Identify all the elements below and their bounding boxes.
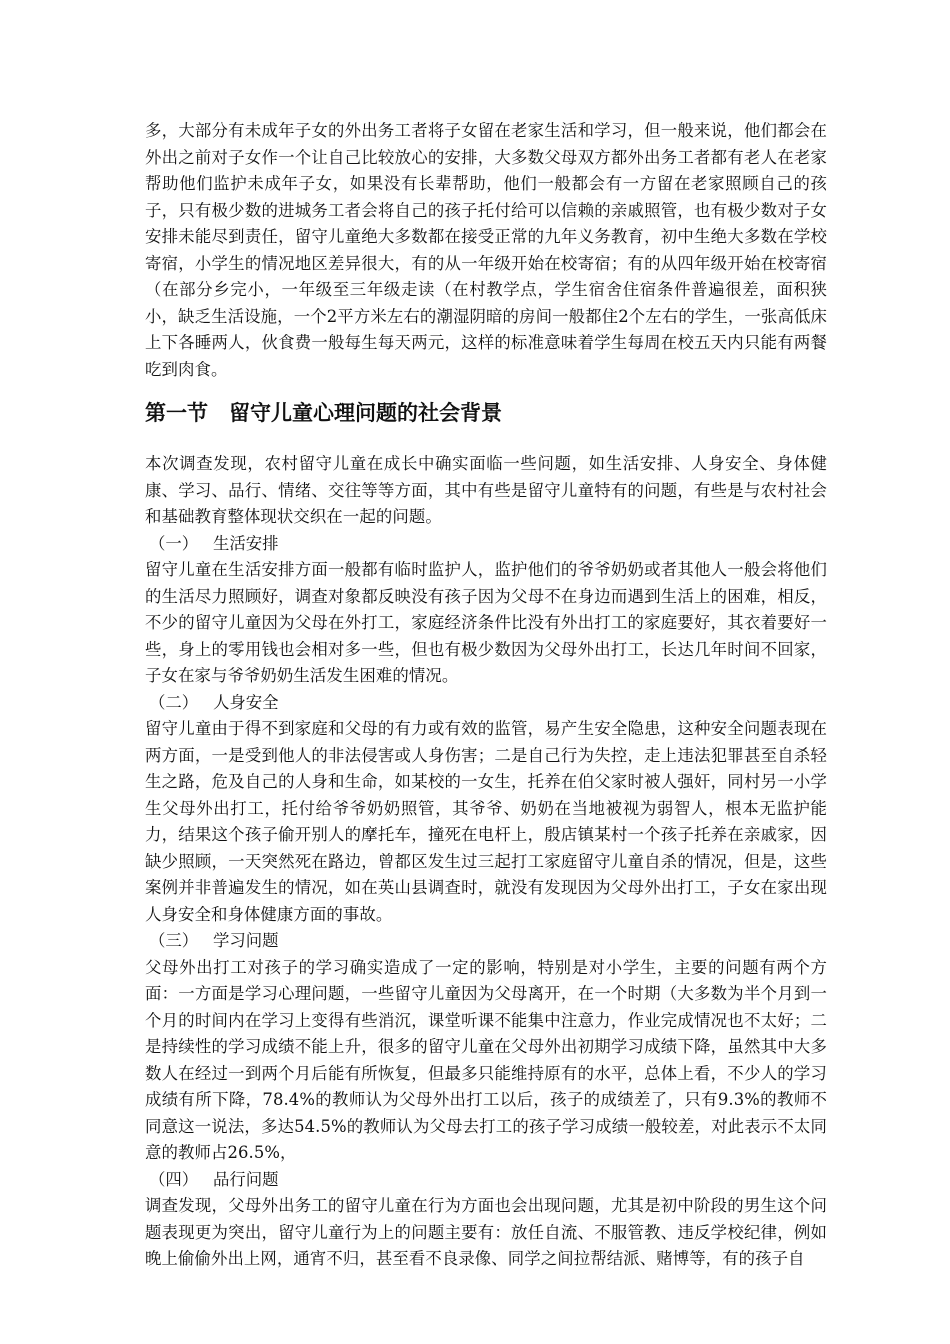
section-number: 第一节: [145, 401, 208, 425]
subsection-heading-2: [145, 690, 827, 717]
subsection-index: （四）: [149, 1169, 199, 1189]
subsection-heading-3: [145, 928, 827, 955]
subsection-heading-4: [145, 1167, 827, 1194]
subsection-index: （二）: [149, 692, 199, 712]
section-body: [145, 451, 827, 1273]
subsection-title: 学习问题: [213, 931, 279, 950]
subsection-heading-1: [145, 531, 827, 558]
subsection-title: 品行问题: [213, 1169, 279, 1189]
section-title: 留守儿童心理问题的社会背景: [229, 401, 502, 425]
section-intro-paragraph: 本次调查发现，农村留守儿童在成长中确实面临一些问题，如生活安排、人身安全、身体健康、学习、品行、情绪、交往等等方面，其中有些是留守儿童特有的问题，有些是与农村社会和基础教育整体现状交织在一起的问题。: [145, 454, 827, 526]
section-heading: [145, 397, 502, 427]
subsection-body-2: 留守儿童由于得不到家庭和父母的有力或有效的监管，易产生安全隐患，这种安全问题表现在两方面，一是受到他人的非法侵害或人身伤害；二是自己行为失控，走上违法犯罪甚至自杀轻生之路，危及自己的人身和生命，如某校的一女生，托养在伯父家时被人强奸，同村另一小学生父母外出打工，托付给爷爷奶奶照管，其爷爷、奶奶在当地被视为弱智人，根本无监护能力，结果这个孩子偷开别人的摩托车，撞死在电杆上，殷店镇某村一个孩子托养在亲戚家，因缺少照顾，一天突然死在路边，曾都区发生过三起打工家庭留守儿童自杀的情况，但是，这些案例并非普遍发生的情况，如在英山县调查时，就没有发现因为父母外出打工，子女在家出现人身安全和身体健康方面的事故。: [145, 719, 827, 924]
subsection-index: （一）: [149, 533, 199, 553]
subsection-body-1: 留守儿童在生活安排方面一般都有临时监护人，监护他们的爷爷奶奶或者其他人一般会将他们的生活尽力照顾好，调查对象都反映没有孩子因为父母不在身边而遇到生活上的困难，相反，不少的留守儿童因为父母在外打工，家庭经济条件比没有外出打工的家庭要好，其衣着要好一些，身上的零用钱也会相对多一些，但也有极少数因为父母外出打工，长达几年时间不回家，子女在家与爷爷奶奶生活发生困难的情况。: [145, 560, 827, 685]
intro-paragraph: 多，大部分有未成年子女的外出务工者将子女留在老家生活和学习，但一般来说，他们都会在外出之前对子女作一个让自己比较放心的安排，大多数父母双方都外出务工者都有老人在老家帮助他们监护未成年子女，如果没有长辈帮助，他们一般都会有一方留在老家照顾自己的孩子，只有极少数的进城务工者会将自己的孩子托付给可以信赖的亲戚照管，也有极少数对子女安排未能尽到责任，留守儿童绝大多数都在接受正常的九年义务教育，初中生绝大多数在学校寄宿，小学生的情况地区差异很大，有的从一年级开始在校寄宿；有的从四年级开始在校寄宿（在部分乡完小，一年级至三年级走读（在村教学点，学生宿舍住宿条件普遍很差，面积狭小，缺乏生活设施，一个2平方米左右的潮湿阴暗的房间一般都住2个左右的学生，一张高低床上下各睡两人，伙食费一般每生每天两元，这样的标准意味着学生每周在校五天内只能有两餐吃到肉食。: [145, 121, 827, 379]
subsection-index: （三）: [149, 931, 199, 950]
subsection-title: 人身安全: [213, 692, 279, 712]
subsection-body-4: 调查发现，父母外出务工的留守儿童在行为方面也会出现问题，尤其是初中阶段的男生这个问题表现更为突出，留守儿童行为上的问题主要有：放任自流、不服管教、违反学校纪律，例如晚上偷偷外出上网，通宵不归，甚至看不良录像、同学之间拉帮结派、赌博等，有的孩子自: [145, 1196, 827, 1268]
subsection-title: 生活安排: [213, 533, 279, 553]
subsection-body-3: 父母外出打工对孩子的学习确实造成了一定的影响，特别是对小学生，主要的问题有两个方面：一方面是学习心理问题，一些留守儿童因为父母离开，在一个时期（大多数为半个月到一个月的时间内在学习上变得有些消沉，课堂听课不能集中注意力，作业完成情况也不太好；二是持续性的学习成绩不能上升，很多的留守儿童在父母外出初期学习成绩下降，虽然其中大多数人在经过一到两个月后能有所恢复，但最多只能维持原有的水平，总体上看，不少人的学习成绩有所下降，78.4%的教师认为父母外出打工以后，孩子的成绩差了，只有9.3%的教师不同意这一说法，多达54.5%的教师认为父母去打工的孩子学习成绩一般较差，对此表示不太同意的教师占26.5%，: [145, 957, 827, 1162]
